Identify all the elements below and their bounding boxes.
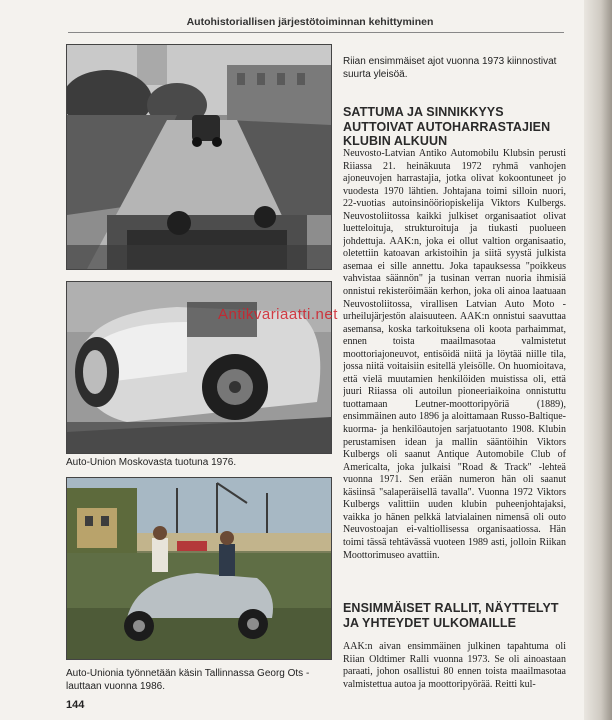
photo-riga-rally-1973 — [66, 44, 332, 270]
page-number: 144 — [66, 699, 85, 711]
caption-photo-3: Auto-Unionia työnnetään käsin Tallinnassa Georg Ots -lauttaan vuonna 1986. — [66, 668, 310, 692]
section-heading-2: ENSIMMÄISET RALLIT, NÄYTTELYT JA YHTEYDET ULKOMAILLE — [343, 601, 559, 630]
photo-riga-rally-image — [67, 45, 331, 269]
section-heading-1: SATTUMA JA SINNIKKYYS AUTTOIVAT AUTOHARRASTAJIEN KLUBIN ALKUUN — [343, 105, 551, 148]
book-spine-shadow — [584, 0, 612, 720]
watermark-text: Antikvariaatti.net — [218, 306, 338, 323]
running-head: Autohistoriallisen järjestötoiminnan kehittyminen — [186, 16, 434, 28]
caption-photo-2: Auto-Union Moskovasta tuotuna 1976. — [66, 457, 237, 468]
photo-auto-union-tallinn-1986 — [66, 477, 332, 660]
section-body-2: AAK:n aivan ensimmäinen julkinen tapahtuma oli Riian Oldtimer Ralli vuonna 1973. Se oli ainoastaan paraati, johon osallistui 80 ennen toista maailmasotaa valmistettua autoa ja moottoripyörää. Reitti kul- — [343, 641, 566, 690]
header-rule — [68, 32, 564, 33]
caption-photo-1: Riian ensimmäiset ajot vuonna 1973 kiinnostivat suurta yleisöä. — [343, 56, 557, 80]
photo-tallinn-harbour-image — [67, 478, 331, 659]
section-body-1: Neuvosto-Latvian Antiko Automobilu Klubsin perusti Riiassa 21. heinäkuuta 1972 ryhmä vanhojen ajoneuvojen harrastajia, jotka olivat kokoontuneet jo vuodesta 1970 lähtien. Johtajana toimi silloin nuori, 22-vuotias autoinsinööriopiskelija Viktors Kulbergs. Neuvostoliitossa kaikki julkiset organisaatiot olivat luetteloituja, strukturoituja ja tiukasti puolueen johdettuja. AAK:n, joka ei ollut valtion organisaatio, oletettiin katoavan arkistoihin ja siitä syystä julkista asemaa ei sille annettu. Joka tapauksessa "poikkeus vahvistaa säännön" ja tusinan verran nuoria ihmisiä onnistui rekisteröimään kerhon, joka oli ainoa laatuaan Neuvostoliitossa, virallisen Latvian Auto Moto -urheilujärjestön alaisuuteen. AAK:n onnistui saavuttaa asemansa, koska tarkoituksena oli koota parhaimmat, ennen toista maailmasotaa valmistetut moottoriajoneuvot, entisöidä niitä ja löytää niille tila, jossa niitä voitaisiin esitellä yleisölle. On huomioitava, että vielä muutamien henkilöiden muistissa oli, että juuri Riiassa oli autoilun pioneeriaikoina onnistuttu tuottamaan Leutner-moottoripyöriä (1889), ensimmäinen auto 1896 ja aloittamaan Russo-Baltique-kuorma- ja henkilöautojen sarjatuotanto 1908. Klubin perustamisen idean ja mallin sääntöihin Viktors Kulbergs oli saanut Antique Automobile Club of Americalta, joka julkaisi "Road & Track" -lehteä vuonna 1971. Sen erään numeron hän oli saanut käsiinsä "salaperäisellä tavalla". Vuonna 1972 Viktors Kulbergs valittiin uuden klubin puheenjohtajaksi, vaikka jo hänen pelkkä latvialainen nimensä oli outo Neuvostoajan ei-valtiollisessa organisaatiossa. Hän toimi tässä tehtävässä vuoteen 1989 asti, jolloin Riikan Moottorimuseo avattiin. — [343, 148, 566, 561]
